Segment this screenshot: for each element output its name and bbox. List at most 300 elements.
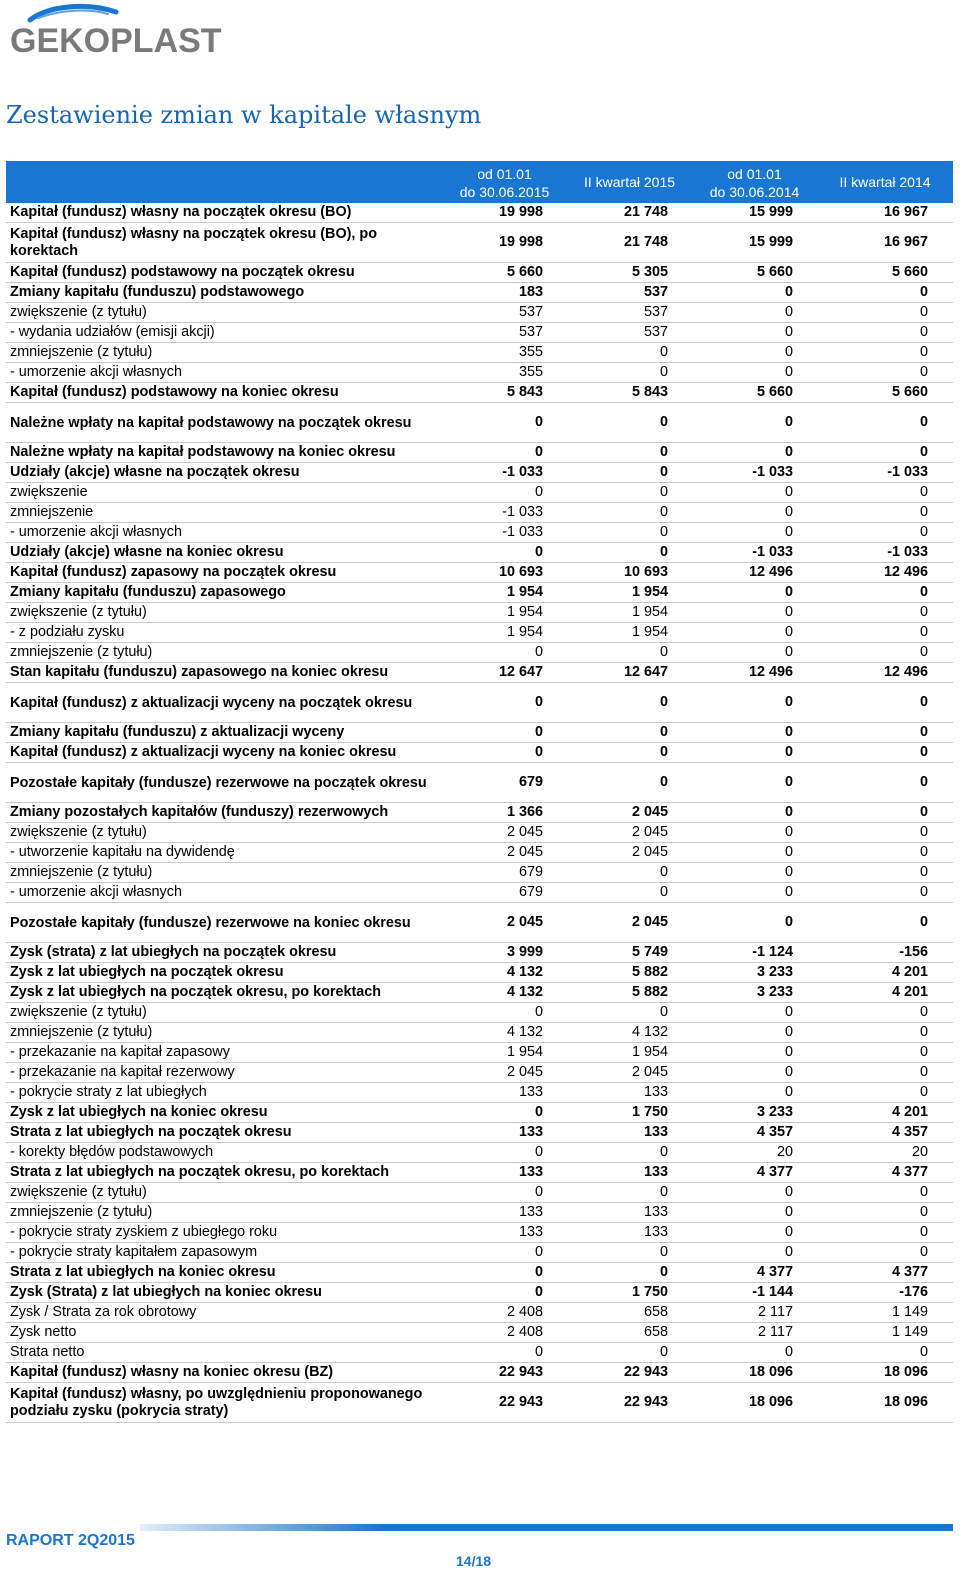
page-title: Zestawienie zmian w kapitale własnym xyxy=(6,101,482,129)
header-col-line1: II kwartał 2014 xyxy=(839,173,931,190)
table-row xyxy=(6,343,953,363)
row-label: Zysk (Strata) z lat ubiegłych na koniec okresu xyxy=(6,1283,442,1303)
row-value: 0 xyxy=(567,1183,692,1203)
table-row xyxy=(6,1003,953,1023)
row-value: -1 033 xyxy=(817,463,953,483)
row-label: Należne wpłaty na kapitał podstawowy na koniec okresu xyxy=(6,443,442,463)
row-value: 0 xyxy=(692,1203,817,1223)
row-label: Kapitał (fundusz) własny na początek okresu (BO), po korektach xyxy=(6,223,442,263)
table-row xyxy=(6,563,953,583)
row-value: 5 843 xyxy=(442,383,567,403)
table-row xyxy=(6,323,953,343)
row-value: 133 xyxy=(567,1163,692,1183)
row-value: 537 xyxy=(442,323,567,343)
row-value: 0 xyxy=(692,363,817,383)
row-value: 3 999 xyxy=(442,943,567,963)
row-label: Zmiany kapitału (funduszu) z aktualizacji wyceny xyxy=(6,723,442,743)
row-value: 1 954 xyxy=(442,623,567,643)
row-value: 5 660 xyxy=(442,263,567,283)
table-row xyxy=(6,1043,953,1063)
row-value: 1 149 xyxy=(817,1303,953,1323)
row-value: 0 xyxy=(692,903,817,943)
row-value: 0 xyxy=(817,1203,953,1223)
row-label: Zysk netto xyxy=(6,1323,442,1343)
row-value: 16 967 xyxy=(817,223,953,263)
footer-divider xyxy=(140,1524,953,1531)
row-value: 0 xyxy=(567,683,692,723)
header-col-line1: od 01.01 xyxy=(477,166,532,182)
row-value: 2 045 xyxy=(567,843,692,863)
table-row xyxy=(6,1083,953,1103)
row-value: 1 954 xyxy=(567,623,692,643)
row-value: 0 xyxy=(692,443,817,463)
row-value: 0 xyxy=(817,403,953,443)
row-value: 20 xyxy=(692,1143,817,1163)
row-value: 0 xyxy=(442,1103,567,1123)
table-row xyxy=(6,623,953,643)
row-value: 1 149 xyxy=(817,1323,953,1343)
table-row xyxy=(6,1303,953,1323)
row-value: 0 xyxy=(817,523,953,543)
table-row xyxy=(6,463,953,483)
row-label: Strata z lat ubiegłych na początek okresu xyxy=(6,1123,442,1143)
row-value: 355 xyxy=(442,343,567,363)
table-row xyxy=(6,503,953,523)
row-value: 5 843 xyxy=(567,383,692,403)
table-row xyxy=(6,203,953,223)
row-value: 12 647 xyxy=(442,663,567,683)
row-label: zwiększenie (z tytułu) xyxy=(6,1003,442,1023)
row-value: 2 045 xyxy=(567,903,692,943)
row-value: 16 967 xyxy=(817,203,953,223)
row-value: -1 033 xyxy=(692,463,817,483)
row-label: - pokrycie straty kapitałem zapasowym xyxy=(6,1243,442,1263)
row-value: 0 xyxy=(567,1343,692,1363)
table-row xyxy=(6,1383,953,1423)
row-value: 537 xyxy=(567,323,692,343)
row-value: 4 357 xyxy=(692,1123,817,1143)
row-value: 4 132 xyxy=(567,1023,692,1043)
row-value: 2 045 xyxy=(442,903,567,943)
table-row xyxy=(6,723,953,743)
table-row xyxy=(6,283,953,303)
row-value: 12 496 xyxy=(692,563,817,583)
gekoplast-logo xyxy=(8,4,222,68)
table-header-row xyxy=(6,161,953,203)
row-value: 0 xyxy=(442,403,567,443)
table-row xyxy=(6,803,953,823)
row-value: 0 xyxy=(442,683,567,723)
table-row xyxy=(6,1143,953,1163)
row-value: 0 xyxy=(817,1003,953,1023)
row-value: 5 882 xyxy=(567,963,692,983)
table-row xyxy=(6,1363,953,1383)
row-label: Udziały (akcje) własne na początek okresu xyxy=(6,463,442,483)
row-value: 0 xyxy=(692,763,817,803)
header-col-line1: od 01.01 xyxy=(727,166,782,182)
table-row xyxy=(6,683,953,723)
row-value: 18 096 xyxy=(817,1363,953,1383)
row-value: 10 693 xyxy=(567,563,692,583)
row-label: Kapitał (fundusz) własny na koniec okresu (BZ) xyxy=(6,1363,442,1383)
row-value: 5 660 xyxy=(692,383,817,403)
row-value: 1 750 xyxy=(567,1283,692,1303)
row-value: 1 954 xyxy=(442,583,567,603)
row-value: -1 033 xyxy=(692,543,817,563)
table-row xyxy=(6,1343,953,1363)
row-value: 19 998 xyxy=(442,203,567,223)
row-value: 0 xyxy=(817,1223,953,1243)
table-row xyxy=(6,663,953,683)
row-value: 12 496 xyxy=(817,663,953,683)
row-value: 537 xyxy=(567,303,692,323)
row-value: 2 117 xyxy=(692,1303,817,1323)
row-value: 0 xyxy=(692,643,817,663)
row-value: 0 xyxy=(567,343,692,363)
row-value: 0 xyxy=(567,523,692,543)
row-value: 2 408 xyxy=(442,1323,567,1343)
table-row xyxy=(6,1263,953,1283)
row-value: 2 045 xyxy=(442,843,567,863)
row-value: 0 xyxy=(692,1223,817,1243)
row-value: 0 xyxy=(817,443,953,463)
row-value: 0 xyxy=(567,463,692,483)
row-value: 5 660 xyxy=(692,263,817,283)
row-label: - wydania udziałów (emisji akcji) xyxy=(6,323,442,343)
row-value: 0 xyxy=(817,483,953,503)
header-col-h1-2015 xyxy=(442,161,567,203)
row-value: 0 xyxy=(692,583,817,603)
row-value: 0 xyxy=(567,403,692,443)
row-label: Zysk z lat ubiegłych na początek okresu xyxy=(6,963,442,983)
row-value: 0 xyxy=(567,743,692,763)
row-value: 0 xyxy=(817,823,953,843)
row-value: 0 xyxy=(567,643,692,663)
row-label: Zysk z lat ubiegłych na początek okresu, po korektach xyxy=(6,983,442,1003)
table-row xyxy=(6,363,953,383)
row-label: - pokrycie straty z lat ubiegłych xyxy=(6,1083,442,1103)
row-value: 0 xyxy=(567,503,692,523)
row-value: 0 xyxy=(692,1083,817,1103)
table-row xyxy=(6,1163,953,1183)
row-label: Kapitał (fundusz) zapasowy na początek okresu xyxy=(6,563,442,583)
report-label: RAPORT 2Q2015 xyxy=(6,1532,135,1549)
table-row xyxy=(6,263,953,283)
row-value: 133 xyxy=(442,1083,567,1103)
row-value: 537 xyxy=(567,283,692,303)
row-value: 0 xyxy=(567,363,692,383)
row-value: 0 xyxy=(692,303,817,323)
row-value: 0 xyxy=(442,1343,567,1363)
row-value: 0 xyxy=(817,763,953,803)
row-value: 1 954 xyxy=(567,1043,692,1063)
row-value: 2 045 xyxy=(442,823,567,843)
page-number: 14/18 xyxy=(456,1553,492,1569)
row-value: 21 748 xyxy=(567,223,692,263)
header-col-line1: II kwartał 2015 xyxy=(583,173,676,190)
row-value: 0 xyxy=(567,1143,692,1163)
row-value: 679 xyxy=(442,863,567,883)
row-value: 0 xyxy=(817,303,953,323)
row-label: - umorzenie akcji własnych xyxy=(6,883,442,903)
row-value: 0 xyxy=(442,543,567,563)
table-row xyxy=(6,1123,953,1143)
row-value: 0 xyxy=(692,603,817,623)
row-value: 12 647 xyxy=(567,663,692,683)
row-value: 0 xyxy=(692,1023,817,1043)
row-value: 0 xyxy=(692,503,817,523)
row-value: 4 201 xyxy=(817,963,953,983)
row-label: - pokrycie straty zyskiem z ubiegłego roku xyxy=(6,1223,442,1243)
table-row xyxy=(6,1223,953,1243)
row-label: zmniejszenie (z tytułu) xyxy=(6,643,442,663)
table-row xyxy=(6,983,953,1003)
row-value: 10 693 xyxy=(442,563,567,583)
row-value: 0 xyxy=(692,1003,817,1023)
row-value: 0 xyxy=(817,1063,953,1083)
row-value: 679 xyxy=(442,763,567,803)
row-value: 5 660 xyxy=(817,263,953,283)
row-value: 0 xyxy=(442,1283,567,1303)
row-label: Kapitał (fundusz) podstawowy na koniec okresu xyxy=(6,383,442,403)
row-value: 0 xyxy=(692,863,817,883)
row-label: - umorzenie akcji własnych xyxy=(6,363,442,383)
row-value: 4 357 xyxy=(817,1123,953,1143)
row-value: 0 xyxy=(567,763,692,803)
row-value: 22 943 xyxy=(442,1383,567,1423)
header-col-line2: do 30.06.2015 xyxy=(459,184,550,200)
row-value: 0 xyxy=(817,583,953,603)
row-value: 1 750 xyxy=(567,1103,692,1123)
table-row xyxy=(6,1203,953,1223)
row-value: 0 xyxy=(817,603,953,623)
table-row xyxy=(6,743,953,763)
row-value: 133 xyxy=(442,1203,567,1223)
row-value: -1 033 xyxy=(442,503,567,523)
row-value: 0 xyxy=(567,543,692,563)
row-value: 2 045 xyxy=(567,1063,692,1083)
row-value: 4 377 xyxy=(692,1163,817,1183)
row-value: 133 xyxy=(567,1123,692,1143)
row-value: 12 496 xyxy=(692,663,817,683)
row-value: 658 xyxy=(567,1323,692,1343)
table-row xyxy=(6,1063,953,1083)
row-value: -1 124 xyxy=(692,943,817,963)
row-value: 133 xyxy=(567,1223,692,1243)
row-label: Należne wpłaty na kapitał podstawowy na początek okresu xyxy=(6,403,442,443)
row-value: 4 132 xyxy=(442,963,567,983)
row-value: 0 xyxy=(442,1003,567,1023)
row-value: 3 233 xyxy=(692,963,817,983)
table-row xyxy=(6,1323,953,1343)
row-value: 0 xyxy=(817,1343,953,1363)
row-value: 5 882 xyxy=(567,983,692,1003)
row-value: 0 xyxy=(567,483,692,503)
row-value: 0 xyxy=(567,723,692,743)
row-label: - z podziału zysku xyxy=(6,623,442,643)
table-row xyxy=(6,583,953,603)
row-value: 0 xyxy=(817,903,953,943)
row-label: zmniejszenie (z tytułu) xyxy=(6,1203,442,1223)
row-value: 133 xyxy=(567,1203,692,1223)
row-label: Stan kapitału (funduszu) zapasowego na koniec okresu xyxy=(6,663,442,683)
row-value: 658 xyxy=(567,1303,692,1323)
row-value: 22 943 xyxy=(567,1363,692,1383)
row-value: 0 xyxy=(692,843,817,863)
header-col-line2: do 30.06.2014 xyxy=(709,184,800,200)
row-value: 0 xyxy=(567,1003,692,1023)
row-value: 0 xyxy=(692,1343,817,1363)
table-row xyxy=(6,903,953,943)
row-value: 0 xyxy=(567,443,692,463)
row-value: 0 xyxy=(692,1243,817,1263)
row-value: 2 045 xyxy=(567,823,692,843)
row-value: 1 954 xyxy=(567,583,692,603)
row-value: 4 377 xyxy=(817,1263,953,1283)
row-label: zmniejszenie xyxy=(6,503,442,523)
row-value: 0 xyxy=(817,623,953,643)
row-value: 133 xyxy=(442,1223,567,1243)
row-label: Kapitał (fundusz) z aktualizacji wyceny na początek okresu xyxy=(6,683,442,723)
row-value: -176 xyxy=(817,1283,953,1303)
row-value: 355 xyxy=(442,363,567,383)
row-value: 0 xyxy=(442,1143,567,1163)
row-value: 15 999 xyxy=(692,223,817,263)
row-value: 0 xyxy=(692,403,817,443)
row-value: 21 748 xyxy=(567,203,692,223)
row-label: Strata z lat ubiegłych na koniec okresu xyxy=(6,1263,442,1283)
row-value: 0 xyxy=(692,803,817,823)
row-value: 18 096 xyxy=(692,1383,817,1423)
row-label: zwiększenie (z tytułu) xyxy=(6,303,442,323)
table-row xyxy=(6,763,953,803)
row-value: 12 496 xyxy=(817,563,953,583)
row-value: 2 045 xyxy=(442,1063,567,1083)
row-value: 1 954 xyxy=(442,1043,567,1063)
row-label: Zmiany kapitału (funduszu) podstawowego xyxy=(6,283,442,303)
row-label: Pozostałe kapitały (fundusze) rezerwowe na początek okresu xyxy=(6,763,442,803)
row-value: 0 xyxy=(817,283,953,303)
row-label: Pozostałe kapitały (fundusze) rezerwowe na koniec okresu xyxy=(6,903,442,943)
row-value: 1 366 xyxy=(442,803,567,823)
table-row xyxy=(6,1183,953,1203)
row-value: 15 999 xyxy=(692,203,817,223)
row-value: 4 201 xyxy=(817,983,953,1003)
row-value: 2 117 xyxy=(692,1323,817,1343)
row-value: 18 096 xyxy=(692,1363,817,1383)
row-value: 679 xyxy=(442,883,567,903)
row-value: 2 408 xyxy=(442,1303,567,1323)
row-value: 0 xyxy=(692,883,817,903)
row-value: 0 xyxy=(692,523,817,543)
row-value: -1 033 xyxy=(442,463,567,483)
header-col-q2-2014 xyxy=(817,161,953,203)
row-label: - utworzenie kapitału na dywidendę xyxy=(6,843,442,863)
row-value: 19 998 xyxy=(442,223,567,263)
row-value: 0 xyxy=(442,723,567,743)
row-value: 0 xyxy=(817,1043,953,1063)
table-row xyxy=(6,403,953,443)
row-value: 0 xyxy=(692,723,817,743)
row-label: Zmiany pozostałych kapitałów (funduszy) rezerwowych xyxy=(6,803,442,823)
table-row xyxy=(6,823,953,843)
table-row xyxy=(6,443,953,463)
row-label: - umorzenie akcji własnych xyxy=(6,523,442,543)
row-value: 1 954 xyxy=(442,603,567,623)
row-label: Kapitał (fundusz) własny na początek okresu (BO) xyxy=(6,203,442,223)
row-label: zmniejszenie (z tytułu) xyxy=(6,343,442,363)
row-value: 0 xyxy=(442,443,567,463)
row-value: 0 xyxy=(567,1263,692,1283)
row-value: 0 xyxy=(442,743,567,763)
row-value: 5 749 xyxy=(567,943,692,963)
row-value: 2 045 xyxy=(567,803,692,823)
row-value: 133 xyxy=(442,1123,567,1143)
row-label: Kapitał (fundusz) własny, po uwzględnieniu proponowanego podziału zysku (pokrycia straty) xyxy=(6,1383,442,1423)
row-label: Udziały (akcje) własne na koniec okresu xyxy=(6,543,442,563)
table-row xyxy=(6,523,953,543)
row-value: 4 377 xyxy=(817,1163,953,1183)
row-value: 0 xyxy=(692,823,817,843)
row-value: 0 xyxy=(567,883,692,903)
row-label: Strata netto xyxy=(6,1343,442,1363)
row-label: Kapitał (fundusz) z aktualizacji wyceny na koniec okresu xyxy=(6,743,442,763)
row-value: 3 233 xyxy=(692,1103,817,1123)
row-value: 0 xyxy=(567,863,692,883)
row-value: 1 954 xyxy=(567,603,692,623)
table-row xyxy=(6,1283,953,1303)
row-value: 0 xyxy=(817,1023,953,1043)
row-label: zwiększenie (z tytułu) xyxy=(6,603,442,623)
row-value: 0 xyxy=(692,483,817,503)
row-value: -1 033 xyxy=(442,523,567,543)
row-value: 0 xyxy=(817,1083,953,1103)
row-value: 0 xyxy=(817,683,953,723)
row-value: 0 xyxy=(817,803,953,823)
row-value: -1 033 xyxy=(817,543,953,563)
row-value: 133 xyxy=(442,1163,567,1183)
row-label: zmniejszenie (z tytułu) xyxy=(6,863,442,883)
row-value: 0 xyxy=(817,883,953,903)
row-value: 0 xyxy=(817,723,953,743)
row-value: 4 132 xyxy=(442,1023,567,1043)
row-label: zwiększenie xyxy=(6,483,442,503)
row-label: zwiększenie (z tytułu) xyxy=(6,1183,442,1203)
row-value: 4 132 xyxy=(442,983,567,1003)
row-value: 0 xyxy=(442,483,567,503)
table-row xyxy=(6,1103,953,1123)
row-label: - przekazanie na kapitał zapasowy xyxy=(6,1043,442,1063)
row-value: 133 xyxy=(567,1083,692,1103)
row-label: - korekty błędów podstawowych xyxy=(6,1143,442,1163)
row-value: -156 xyxy=(817,943,953,963)
row-value: 0 xyxy=(442,1243,567,1263)
row-value: 0 xyxy=(817,363,953,383)
row-value: 0 xyxy=(692,683,817,723)
row-value: 0 xyxy=(692,1183,817,1203)
row-value: 0 xyxy=(817,1183,953,1203)
row-label: Zysk / Strata za rok obrotowy xyxy=(6,1303,442,1323)
row-value: 22 943 xyxy=(442,1363,567,1383)
row-value: 5 660 xyxy=(817,383,953,403)
row-value: 0 xyxy=(817,343,953,363)
row-value: 0 xyxy=(817,843,953,863)
row-value: 0 xyxy=(692,1043,817,1063)
row-value: 537 xyxy=(442,303,567,323)
row-value: 20 xyxy=(817,1143,953,1163)
header-col-q2-2015 xyxy=(567,161,692,203)
table-row xyxy=(6,883,953,903)
